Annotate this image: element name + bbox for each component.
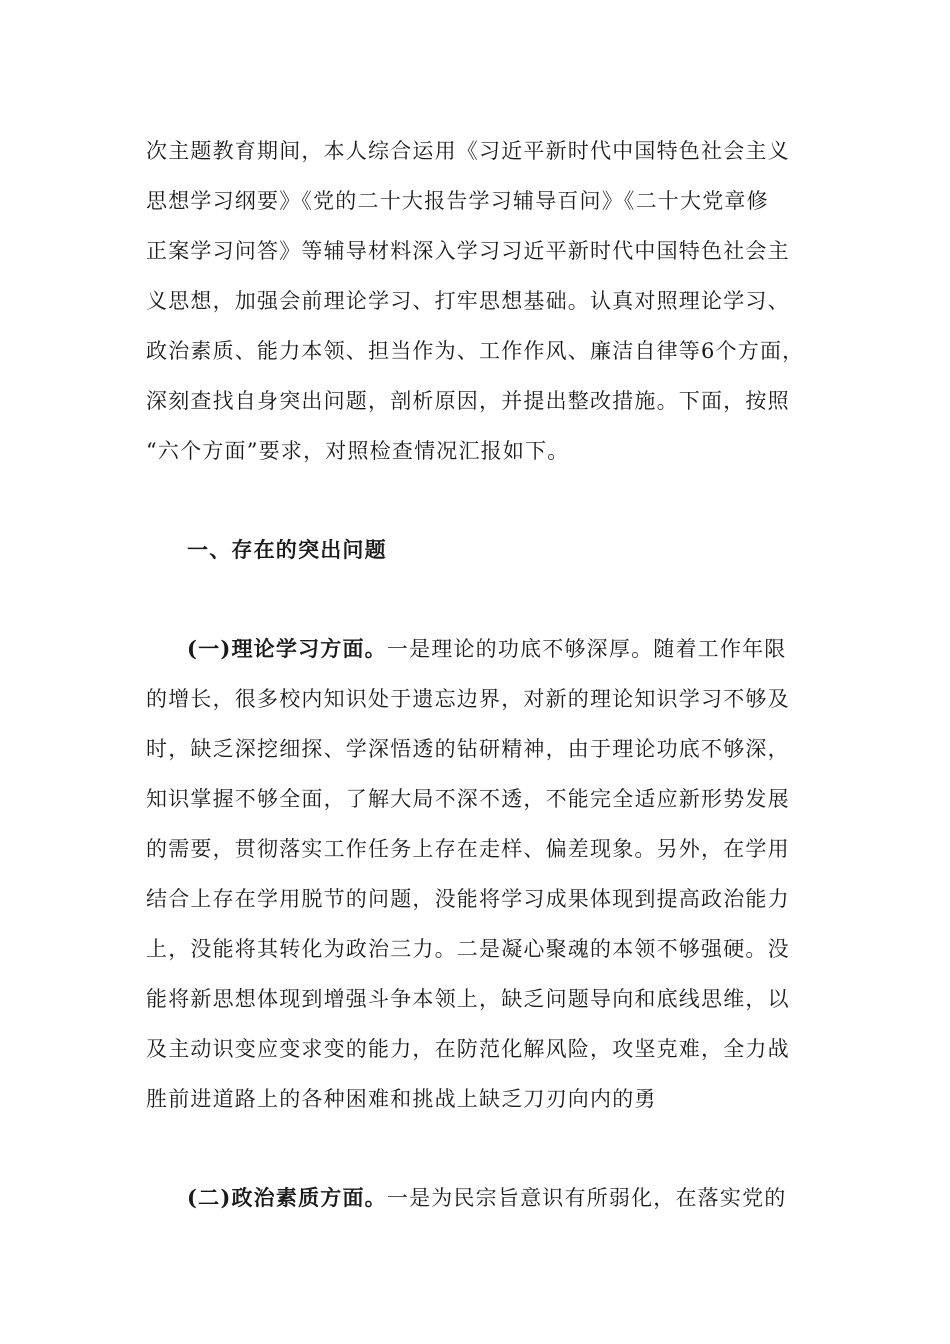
subsection-2-title: (二)政治素质方面。 xyxy=(187,1185,387,1210)
subsection-2-first-text: 一是为民宗旨意识有所弱化，在落实党的 xyxy=(386,1186,787,1210)
subsection-1-line-7: 上，没能将其转化为政治三力。二是凝心聚魂的本领不够强硬。没 xyxy=(146,937,790,961)
subsection-1-line-5: 的需要，贯彻落实工作任务上存在走样、偏差现象。另外，在学用 xyxy=(146,837,790,861)
subsection-1-line-9: 及主动识变应变求变的能力，在防范化解风险，攻坚克难，全力战 xyxy=(146,1037,790,1061)
subsection-2-first-line xyxy=(187,1183,786,1213)
section-heading: 一、存在的突出问题 xyxy=(187,537,387,562)
subsection-1-first-text: 一是理论的功底不够深厚。随着工作年限 xyxy=(386,637,787,661)
subsection-1-line-4: 知识掌握不够全面，了解大局不深不透，不能完全适应新形势发展 xyxy=(146,787,790,811)
subsection-1-line-10: 胜前进道路上的各种困难和挑战上缺乏刀刃向内的勇 xyxy=(146,1087,657,1111)
intro-line-4: 义思想，加强会前理论学习、打牢思想基础。认真对照理论学习、 xyxy=(146,289,790,313)
intro-line-1: 次主题教育期间，本人综合运用《习近平新时代中国特色社会主义 xyxy=(146,139,790,163)
intro-line-5: 政治素质、能力本领、担当作为、工作作风、廉洁自律等6个方面， xyxy=(146,339,805,363)
intro-line-3: 正案学习问答》等辅导材料深入学习习近平新时代中国特色社会主 xyxy=(146,239,790,263)
subsection-1-title: (一)理论学习方面。 xyxy=(187,636,387,661)
subsection-1-first-line xyxy=(187,634,786,664)
subsection-1-line-2: 的增长，很多校内知识处于遗忘边界，对新的理论知识学习不够及 xyxy=(146,687,790,711)
intro-line-7: “六个方面”要求，对照检查情况汇报如下。 xyxy=(146,439,570,463)
subsection-1-line-8: 能将新思想体现到增强斗争本领上，缺乏问题导向和底线思维，以 xyxy=(146,987,790,1011)
intro-line-6: 深刻查找自身突出问题，剖析原因，并提出整改措施。下面，按照 xyxy=(146,389,790,413)
subsection-1-line-6: 结合上存在学用脱节的问题，没能将学习成果体现到提高政治能力 xyxy=(146,887,790,911)
subsection-1-line-3: 时，缺乏深挖细探、学深悟透的钻研精神，由于理论功底不够深， xyxy=(146,737,790,761)
intro-line-2: 思想学习纲要》《党的二十大报告学习辅导百问》《二十大党章修 xyxy=(146,189,769,213)
